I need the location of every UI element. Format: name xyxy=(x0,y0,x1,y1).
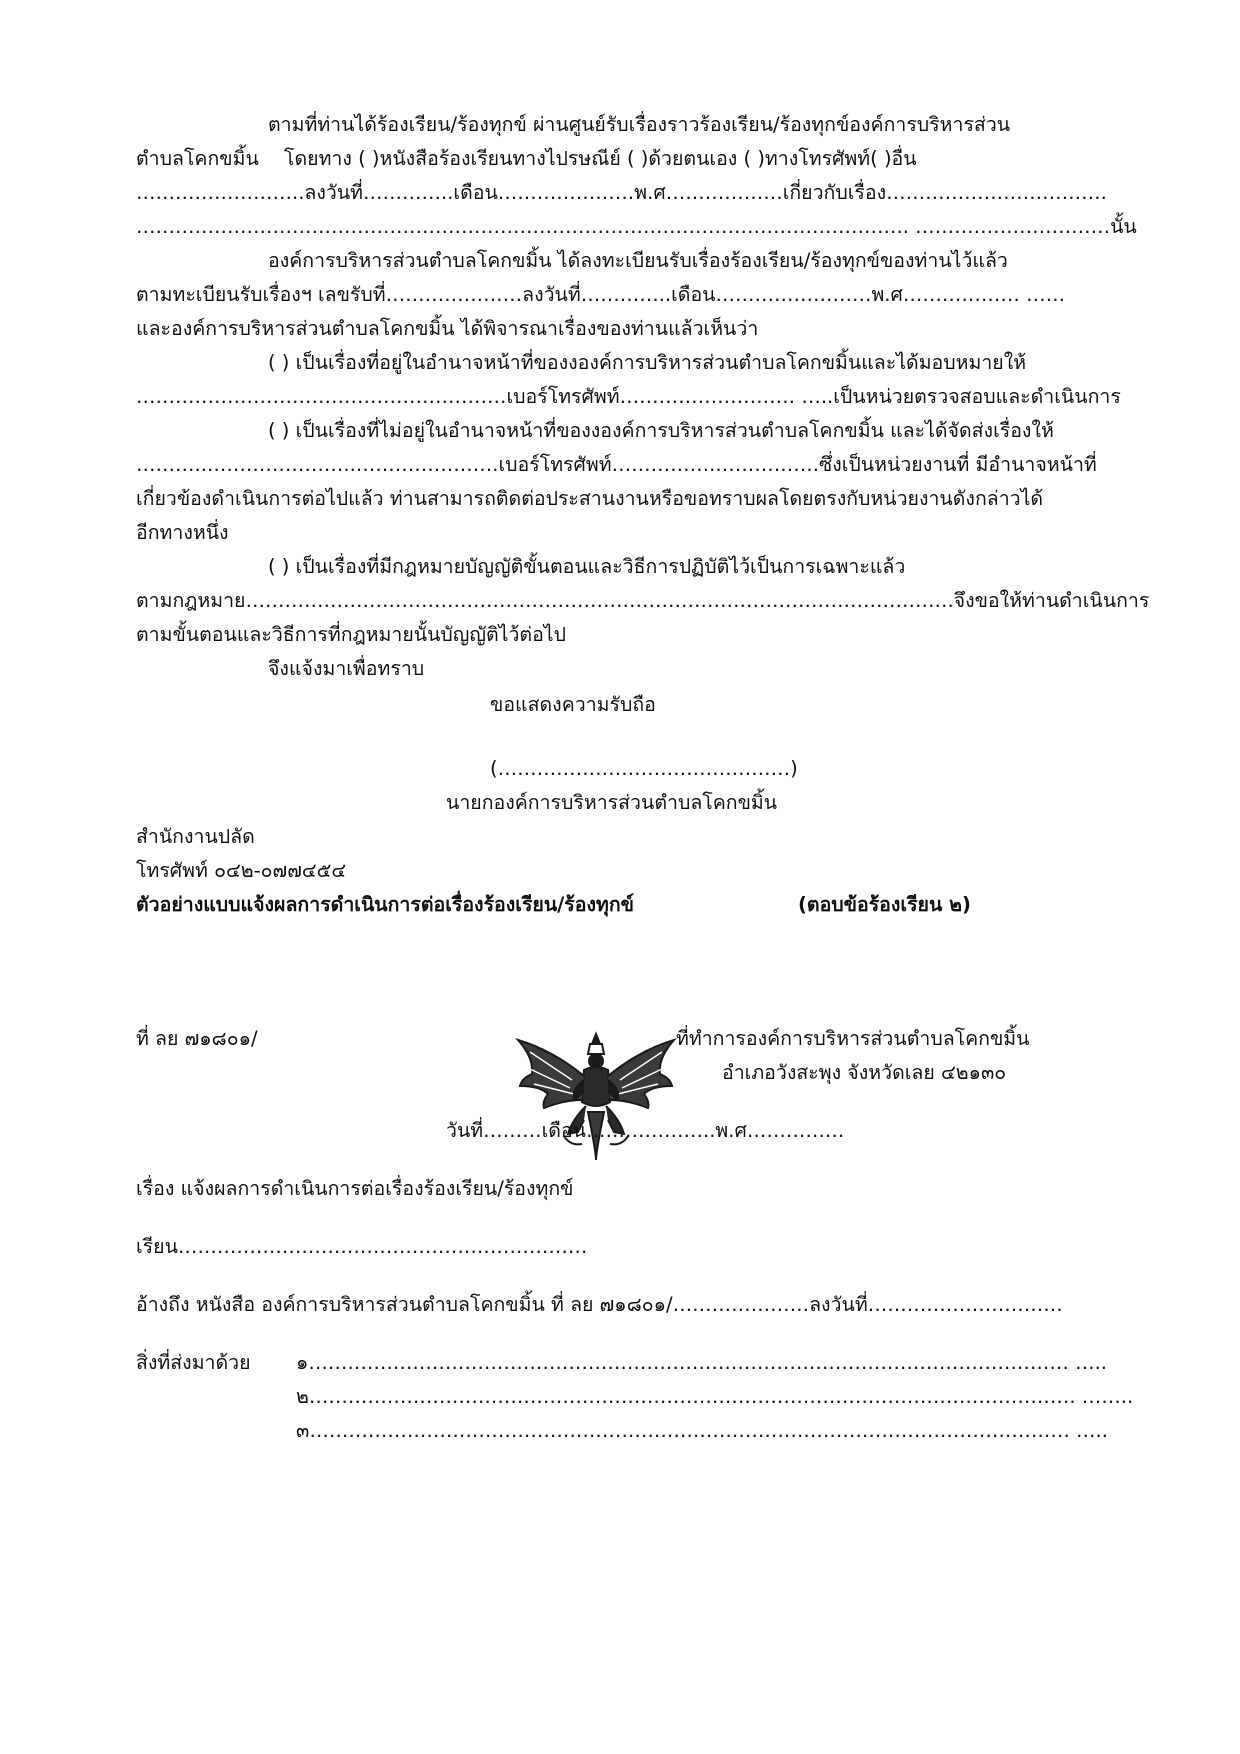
option-3-line-3: ตามขั้นตอนและวิธีการที่กฎหมายนั้นบัญญัติไว้ต่อไป xyxy=(136,623,566,646)
enclosure-item: ๒………………………………………………………………………………………………………. …….. xyxy=(296,1385,1134,1408)
paragraph-1-line-2b: โดยทาง ( )หนังสือร้องเรียนทางไปรษณีย์ ( )ด้วยตนเอง ( )ทางโทรศัพท์( )อื่น xyxy=(284,147,917,170)
paragraph-2-line-2: ตามทะเบียนรับเรื่องฯ เลขรับที่…………………ลงวันที่…………..เดือน……………………พ.ศ……………… …… xyxy=(136,283,1066,306)
enclosure-item: ๓……………………………………………………………………………………………………… ….. xyxy=(296,1419,1108,1442)
paragraph-1-line-2a: ตำบลโคกขมิ้น xyxy=(136,147,259,170)
subject-line: เรื่อง แจ้งผลการดำเนินการต่อเรื่องร้องเรียน/ร้องทุกข์ xyxy=(136,1177,574,1200)
option-3-line-1: ( ) เป็นเรื่องที่มีกฎหมายบัญญัติขั้นตอนและวิธีการปฏิบัติไว้เป็นการเฉพาะแล้ว xyxy=(268,555,906,578)
enclosure-item: ๑……………………………………………………………………………………………………… ….. xyxy=(296,1351,1107,1374)
inform-line: จึงแจ้งมาเพื่อทราบ xyxy=(268,657,425,680)
signature-blank: (………………………………………) xyxy=(490,757,798,780)
paragraph-1-line-4: ……………………………………………………………………………………………………….. …………………………นั้น xyxy=(136,215,1137,238)
form-2-tag: (ตอบข้อร้องเรียน ๒) xyxy=(798,893,971,916)
option-1-line-1: ( ) เป็นเรื่องที่อยู่ในอำนาจหน้าที่ของงองค์การบริหารส่วนตำบลโคกขมิ้นและได้มอบหมายให้ xyxy=(268,351,1027,374)
option-2-line-2: ………..…………………..………………….เบอร์โทรศัพท์…………….…………….ซึ่งเป็นหน่วยงานที่ มีอำนาจหน้าที่ xyxy=(136,453,1097,476)
closing-line: ขอแสดงความรับถือ xyxy=(490,693,656,716)
option-2-line-4: อีกทางหนึ่ง xyxy=(136,521,229,544)
office-phone: โทรศัพท์ ๐๔๒-๐๗๗๔๕๔ xyxy=(136,859,347,882)
reference-number: ที่ ลย ๗๑๘๐๑/ xyxy=(136,1027,258,1050)
paragraph-2-line-1: องค์การบริหารส่วนตำบลโคกขมิ้น ได้ลงทะเบียนรับเรื่องร้องเรียน/ร้องทุกข์ของท่านไว้แล้ว xyxy=(268,249,1008,272)
form-2-title: ตัวอย่างแบบแจ้งผลการดำเนินการต่อเรื่องร้องเรียน/ร้องทุกข์ xyxy=(136,893,635,916)
option-1-line-2: …………………………………………………เบอร์โทรศัพท์……………………… …..เป็นหน่วยตรวจสอบและดำเนินการ xyxy=(136,385,1121,408)
office-address-line-1: ที่ทำการองค์การบริหารส่วนตำบลโคกขมิ้น xyxy=(676,1027,1030,1050)
office-name: สำนักงานปลัด xyxy=(136,825,255,848)
paragraph-2-line-3: และองค์การบริหารส่วนตำบลโคกขมิ้น ได้พิจารณาเรื่องของท่านแล้วเห็นว่า xyxy=(136,317,759,340)
office-address-line-2: อำเภอวังสะพุง จังหวัดเลย ๔๒๑๓๐ xyxy=(722,1061,1007,1084)
option-2-line-1: ( ) เป็นเรื่องที่ไม่อยู่ในอำนาจหน้าที่ของงองค์การบริหารส่วนตำบลโคกขมิ้น และได้จัดส่งเรื่องให้ xyxy=(268,419,1054,442)
date-line: วันที่………เดือน………………..พ.ศ…………… xyxy=(446,1119,845,1142)
paragraph-1-line-3: ……………………..ลงวันที่…………..เดือน…………………พ.ศ………………เกี่ยวกับเรื่อง……………………………. xyxy=(136,181,1107,204)
reference-line: อ้างถึง หนังสือ องค์การบริหารส่วนตำบลโคกขมิ้น ที่ ลย ๗๑๘๐๑/…………………ลงวันที่………………………… xyxy=(136,1293,1063,1316)
paragraph-1-line-1: ตามที่ท่านได้ร้องเรียน/ร้องทุกข์ ผ่านศูนย์รับเรื่องราวร้องเรียน/ร้องทุกข์องค์การบริหารส่วน xyxy=(268,113,1011,136)
signer-title: นายกองค์การบริหารส่วนตำบลโคกขมิ้น xyxy=(446,791,778,814)
option-2-line-3: เกี่ยวข้องดำเนินการต่อไปแล้ว ท่านสามารถติดต่อประสานงานหรือขอทราบผลโดยตรงกับหน่วยงานดังกล่าวได้ xyxy=(136,487,1044,510)
option-3-line-2: ตามกฎหมาย……………………………………………………………………………………………….จึงขอให้ท่านดำเนินการ xyxy=(136,589,1150,612)
enclosures-label: สิ่งที่ส่งมาด้วย xyxy=(136,1351,251,1374)
recipient-line: เรียน……………………………………………………… xyxy=(136,1235,588,1258)
